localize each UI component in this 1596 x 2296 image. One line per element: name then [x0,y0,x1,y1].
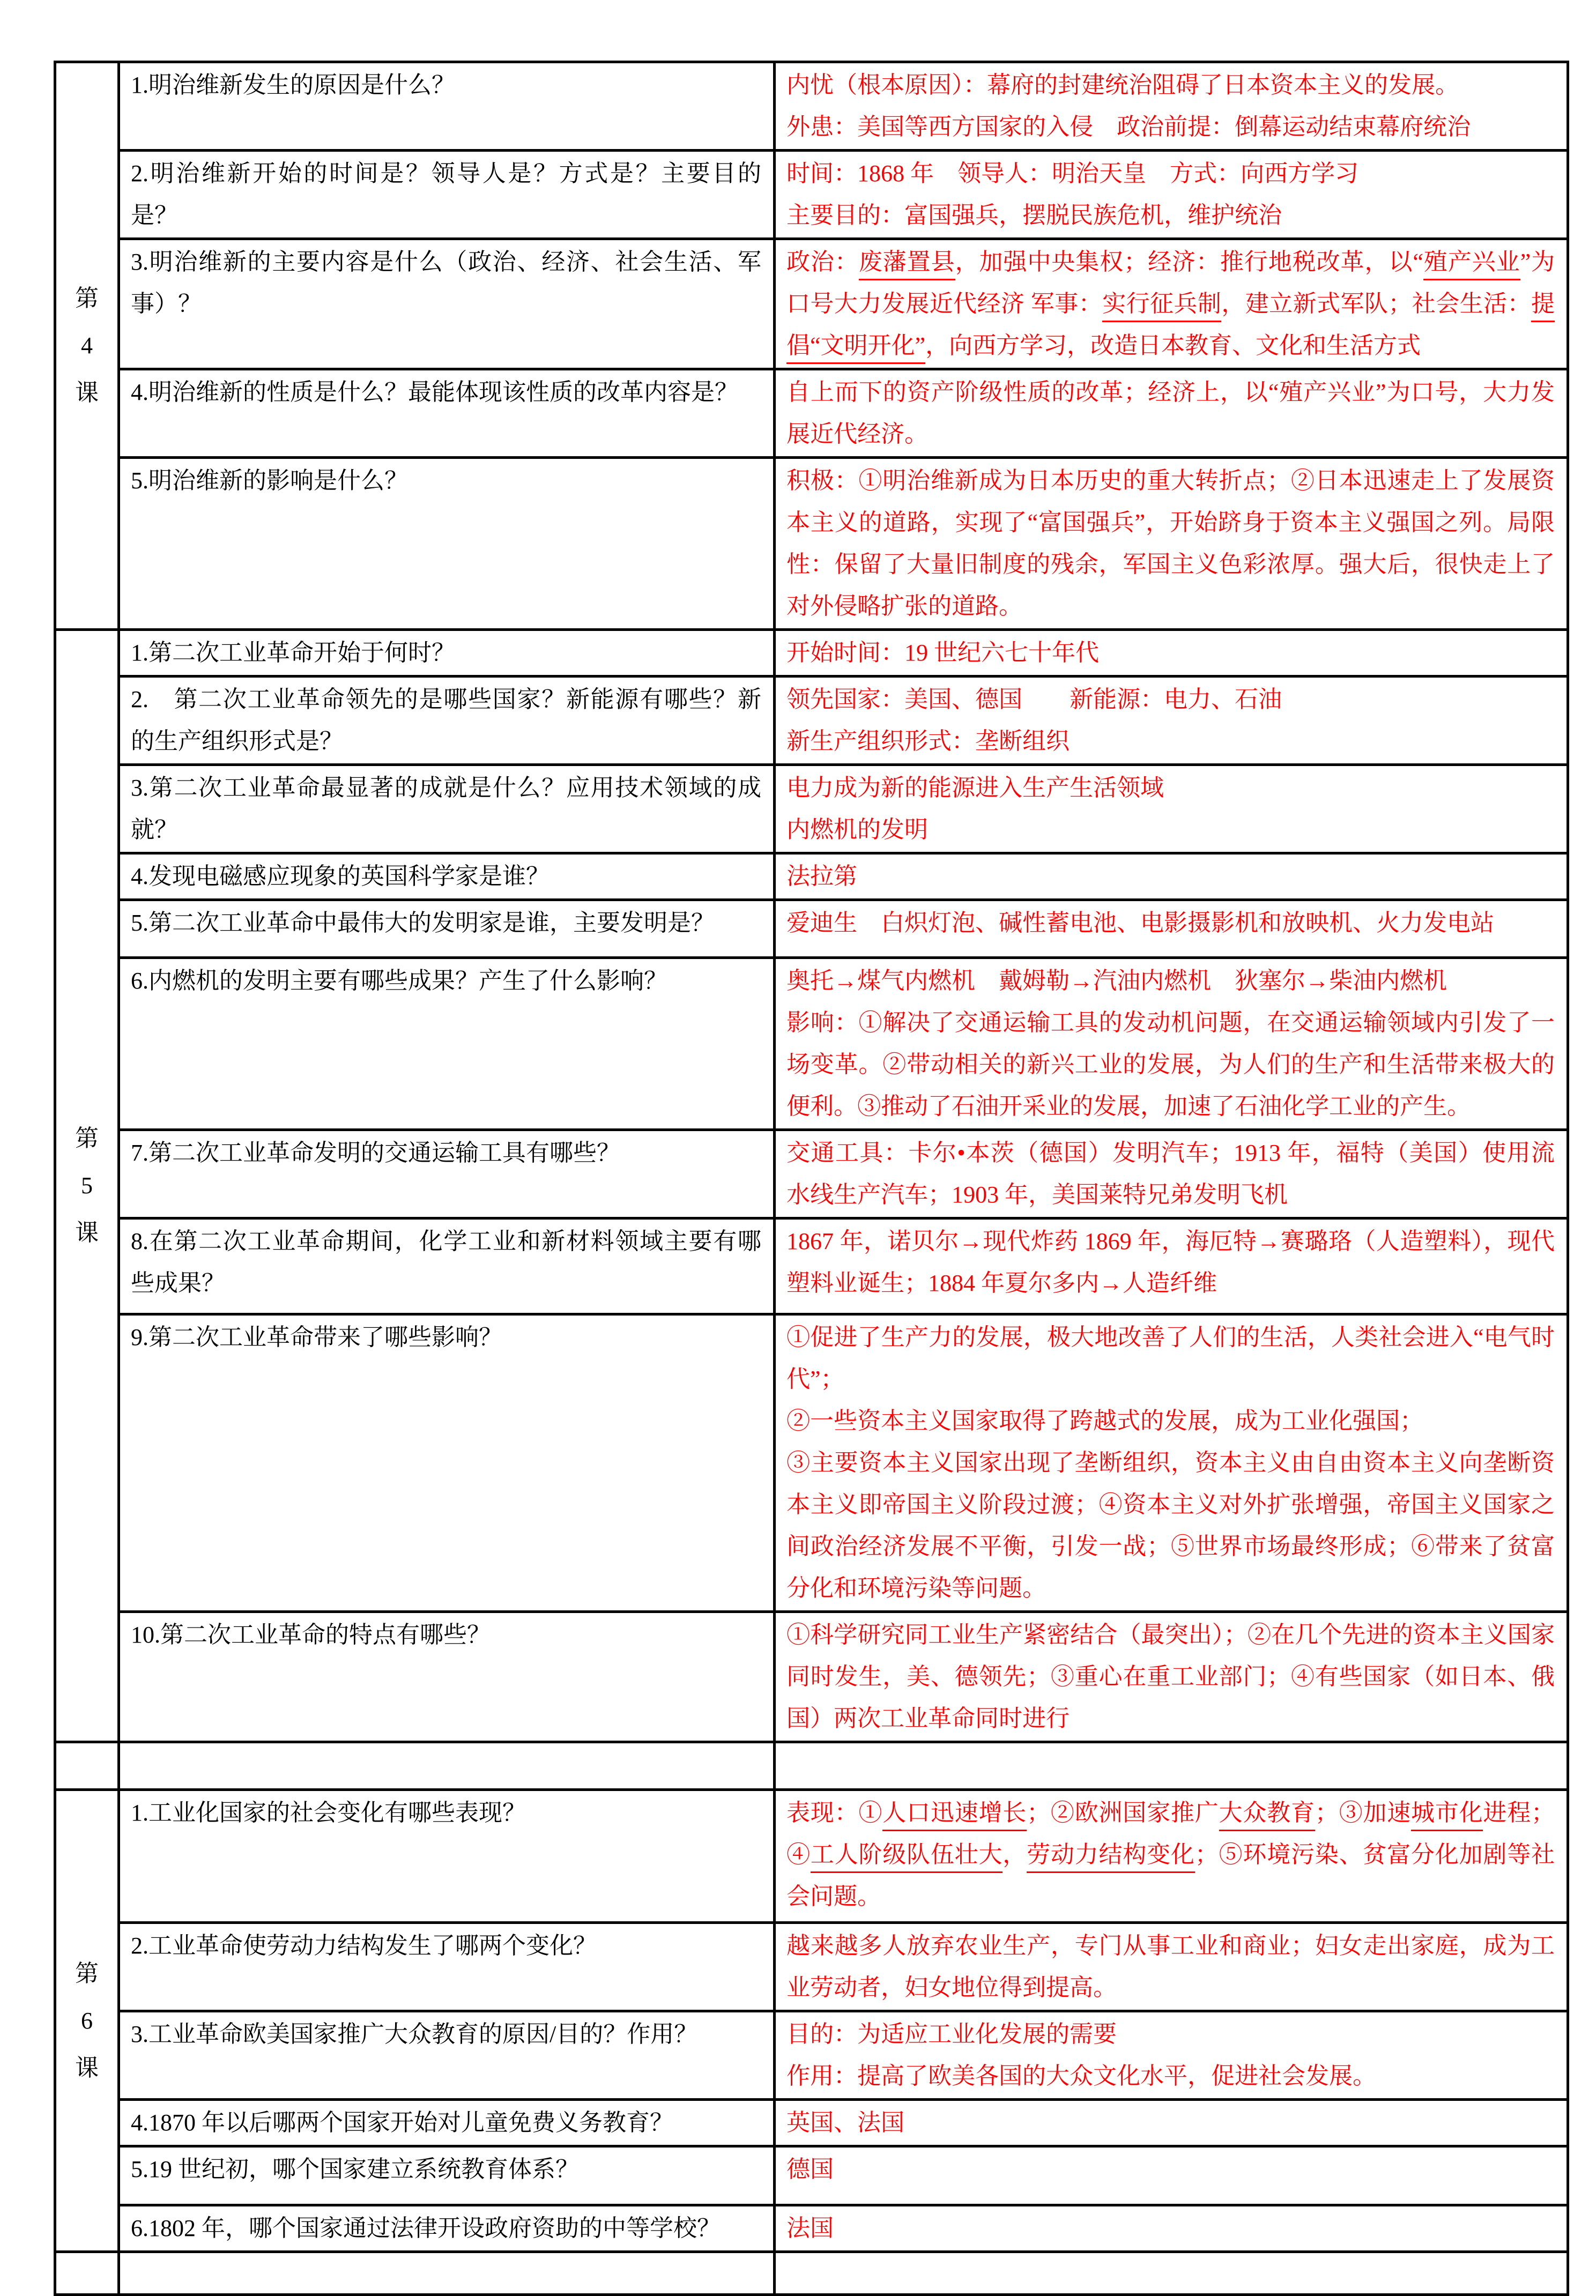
answer-cell [775,900,1568,958]
qa-row [55,1130,1568,1218]
qa-row [55,2146,1568,2205]
question-text [131,2102,761,2144]
text-segment: 1.明治维新发生的原因是什么？ [131,72,455,98]
text-segment: 政治： [786,249,859,275]
answer-cell [775,2205,1568,2252]
text-segment: 法国 [786,2215,834,2241]
lesson-label [55,62,119,630]
text-segment: 积极：①明治维新成为日本历史的重大转折点；②日本迅速走上了发展资本主义的道路，实现了“富国强兵”，开始跻身于资本主义强国之列。局限性：保留了大量旧制度的残余，军国主义色彩浓厚。强大后，很快走上了对外侵略扩张的道路。 [786,467,1555,619]
question-cell [119,900,775,958]
qa-row [55,62,1568,151]
question-cell [119,1923,775,2011]
question-cell [119,151,775,239]
text-segment: ①科学研究同工业生产紧密结合（最突出）；②在几个先进的资本主义国家同时发生，美、德领先；③重心在重工业部门；④有些国家（如日本、俄国）两次工业革命同时进行 [786,1622,1555,1732]
answer-cell [775,369,1568,458]
empty-lesson-cell [55,1742,119,1790]
text-segment: 3.第二次工业革命最显著的成就是什么？应用技术领域的成就？ [131,775,761,843]
answer-paragraph [786,241,1555,367]
answer-paragraph [786,960,1555,1002]
answer-paragraph [786,2013,1555,2055]
text-segment: ；②欧洲国家推广 [1027,1800,1219,1826]
question-cell [119,62,775,151]
qa-row [55,2100,1568,2146]
question-text [131,241,761,325]
question-cell [119,1790,775,1923]
lesson-label-char: 课 [75,2054,99,2081]
question-text [131,1132,761,1174]
text-segment: 3.明治维新的主要内容是什么（政治、经济、社会生活、军事）？ [131,249,761,317]
question-cell [119,1218,775,1314]
qa-row [55,1790,1568,1923]
text-segment: 5.19 世纪初，哪个国家建立系统教育体系？ [131,2156,579,2182]
question-cell [119,1314,775,1612]
question-text [131,1925,761,1967]
question-text [131,64,761,106]
question-cell [119,369,775,458]
lesson-label-char: 6 [81,2007,93,2034]
text-segment: 奥托→煤气内燃机 戴姆勒→汽油内燃机 狄塞尔→柴油内燃机 [786,968,1447,994]
qa-row [55,958,1568,1130]
qa-row [55,458,1568,630]
text-segment: 8.在第二次工业革命期间，化学工业和新材料领域主要有哪些成果？ [131,1228,761,1296]
text-segment: ①促进了生产力的发展，极大地改善了人们的生活，人类社会进入“电气时代”； [786,1324,1555,1392]
text-segment: ；③加速 [1315,1800,1411,1826]
question-cell [119,1742,775,1790]
question-text [131,1317,761,1358]
qa-row [55,369,1568,458]
answer-paragraph [786,371,1555,455]
question-text [131,960,761,1002]
answer-paragraph [786,1442,1555,1609]
text-segment: 自上而下的资产阶级性质的改革；经济上，以“殖产兴业”为口号，大力发展近代经济。 [786,379,1555,447]
text-segment: ②一些资本主义国家取得了跨越式的发展，成为工业化强国； [786,1408,1423,1434]
answer-paragraph [786,856,1555,897]
text-segment: 越来越多人放弃农业生产，专门从事工业和商业；妇女走出家庭，成为工业劳动者，妇女地位得到提高。 [786,1933,1555,2001]
text-segment: 10.第二次工业革命的特点有哪些？ [131,1622,491,1648]
text-segment: 6.内燃机的发明主要有哪些成果？产生了什么影响？ [131,968,667,994]
answer-paragraph [786,902,1555,944]
answer-cell [775,853,1568,900]
question-cell [119,1612,775,1742]
qa-row [55,630,1568,677]
qa-row [55,1923,1568,2011]
answer-paragraph [786,1925,1555,2009]
lesson-label-char: 课 [75,380,99,406]
answer-paragraph [786,153,1555,195]
answer-paragraph [786,2102,1555,2144]
text-segment: 内燃机的发明 [786,816,928,843]
answer-cell [775,1130,1568,1218]
text-segment: 时间：1868 年 领导人：明治天皇 方式：向西方学习 [786,160,1359,187]
text-segment: 2. 第二次工业革命领先的是哪些国家？新能源有哪些？新的生产组织形式是？ [131,686,761,754]
lesson-label-char: 课 [75,1220,99,1246]
answer-cell [775,1314,1568,1612]
answer-paragraph [786,809,1555,851]
lesson-label-char: 第 [75,1960,99,1987]
underlined-text: 提倡“文明开化” [786,291,1555,364]
text-segment: 1.工业化国家的社会变化有哪些表现？ [131,1800,526,1826]
qa-row [55,239,1568,369]
text-segment: 5.明治维新的影响是什么？ [131,467,408,494]
qa-row [55,2205,1568,2252]
text-segment: 1.第二次工业革命开始于何时？ [131,640,455,666]
answer-paragraph [786,460,1555,627]
text-segment: 新生产组织形式：垄断组织 [786,728,1070,754]
lesson-label [55,630,119,1742]
qa-row [55,1218,1568,1314]
qa-row [55,677,1568,765]
text-segment: 5.第二次工业革命中最伟大的发明家是谁，主要发明是？ [131,910,715,936]
text-segment: 4.发现电磁感应现象的英国科学家是谁？ [131,863,550,889]
answer-cell [775,1612,1568,1742]
text-segment: ， [1003,1841,1027,1868]
answer-cell [775,2252,1568,2295]
question-text [131,153,761,236]
question-text [131,632,761,674]
text-segment: 进程；④ [786,1800,1555,1868]
text-segment: 4.明治维新的性质是什么？最能体现该性质的改革内容是？ [131,379,738,405]
question-cell [119,853,775,900]
question-text [131,2013,761,2055]
underlined-text: 劳动力结构变化 [1027,1841,1195,1873]
text-segment: 开始时间：19 世纪六七十年代 [786,640,1099,666]
study-table-body [55,62,1568,2295]
text-segment: 内忧（根本原因）：幕府的封建统治阻碍了日本资本主义的发展。 [786,72,1459,98]
question-text [131,1614,761,1656]
underlined-text: 人口迅速增长 [882,1800,1027,1831]
spacer-row [55,1742,1568,1790]
question-cell [119,239,775,369]
answer-cell [775,1218,1568,1314]
answer-cell [775,630,1568,677]
answer-paragraph [786,1002,1555,1127]
answer-paragraph [786,1317,1555,1400]
qa-row [55,900,1568,958]
answer-cell [775,2146,1568,2205]
lesson-label [55,1790,119,2252]
text-segment: 3.工业革命欧美国家推广大众教育的原因/目的？作用？ [131,2021,698,2047]
answer-cell [775,1742,1568,1790]
text-segment: 目的：为适应工业化发展的需要 [786,2021,1117,2047]
answer-paragraph [786,1221,1555,1304]
text-segment: ，向西方学习，改造日本教育、文化和生活方式 [925,332,1421,359]
answer-paragraph [786,2055,1555,2097]
answer-paragraph [786,632,1555,674]
answer-paragraph [786,1400,1555,1442]
text-segment: 7.第二次工业革命发明的交通运输工具有哪些？ [131,1140,620,1166]
answer-cell [775,677,1568,765]
text-segment: 表现：① [786,1800,883,1826]
lesson-label-char: 第 [75,285,99,311]
text-segment: 9.第二次工业革命带来了哪些影响？ [131,1324,502,1350]
qa-row [55,1612,1568,1742]
answer-cell [775,239,1568,369]
text-segment: 领先国家：美国、德国 新能源：电力、石油 [786,686,1282,712]
question-text [131,2149,761,2190]
text-segment: 外患：美国等西方国家的入侵 政治前提：倒幕运动结束幕府统治 [786,114,1471,140]
answer-paragraph [786,2208,1555,2249]
answer-paragraph [786,106,1555,148]
answer-paragraph [786,720,1555,762]
underlined-text: 实行征兵制 [1102,291,1221,322]
lesson-label-char: 第 [75,1125,99,1151]
question-cell [119,677,775,765]
text-segment: ”为口号大力发展近代经济 军事： [786,249,1555,317]
question-cell [119,765,775,853]
answer-cell [775,151,1568,239]
underlined-text: 工人阶级队伍壮大 [811,1841,1003,1873]
answer-paragraph [786,1614,1555,1740]
text-segment: 6.1802 年，哪个国家通过法律开设政府资助的中等学校？ [131,2215,721,2241]
text-segment: 4.1870 年以后哪两个国家开始对儿童免费义务教育？ [131,2109,673,2136]
underlined-text: 废藩置县 [859,249,955,280]
answer-cell [775,958,1568,1130]
text-segment: 2.明治维新开始的时间是？领导人是？方式是？主要目的是？ [131,160,761,228]
answer-paragraph [786,195,1555,236]
spacer-row [55,2252,1568,2295]
answer-paragraph [786,64,1555,106]
question-text [131,1792,761,1834]
lesson-label-char: 4 [81,332,93,359]
question-text [131,679,761,762]
text-segment: 爱迪生 白炽灯泡、碱性蓄电池、电影摄影机和放映机、火力发电站 [786,910,1494,936]
text-segment: 作用：提高了欧美各国的大众文化水平，促进社会发展。 [786,2063,1376,2089]
text-segment: 1867 年，诺贝尔→现代炸药 1869 年，海厄特→赛璐珞（人造塑料），现代塑料业诞生；1884 年夏尔多内→人造纤维 [786,1228,1555,1296]
answer-paragraph [786,1792,1555,1918]
text-segment: 德国 [786,2156,834,2182]
answer-paragraph [786,1132,1555,1216]
question-cell [119,958,775,1130]
question-text [131,856,761,897]
question-cell [119,630,775,677]
qa-row [55,151,1568,239]
question-text [131,2208,761,2249]
empty-lesson-cell [55,2252,119,2295]
text-segment: 电力成为新的能源进入生产生活领域 [786,775,1164,801]
qa-row [55,1314,1568,1612]
qa-row [55,853,1568,900]
question-text [131,371,761,413]
question-cell [119,2100,775,2146]
answer-paragraph [786,767,1555,809]
text-segment: 法拉第 [786,863,857,889]
underlined-text: 殖产兴业 [1423,249,1520,280]
underlined-text: 大众教育 [1219,1800,1315,1831]
text-segment: 2.工业革命使劳动力结构发生了哪两个变化？ [131,1933,597,1959]
text-segment: ，建立新式军队；社会生活： [1221,291,1531,317]
question-cell [119,458,775,630]
qa-row [55,765,1568,853]
question-text [131,767,761,851]
underlined-text: 城市化 [1411,1800,1483,1831]
answer-cell [775,2100,1568,2146]
text-segment: 交通工具：卡尔•本茨（德国）发明汽车；1913 年，福特（美国）使用流水线生产汽车；1903 年，美国莱特兄弟发明飞机 [786,1140,1555,1208]
text-segment: 英国、法国 [786,2109,904,2136]
text-segment: 影响：①解决了交通运输工具的发动机问题，在交通运输领域内引发了一场变革。②带动相关的新兴工业的发展，为人们的生产和生活带来极大的便利。③推动了石油开采业的发展，加速了石油化学工业的产生。 [786,1009,1555,1119]
text-segment: ，加强中央集权；经济：推行地税改革，以“ [955,249,1423,275]
text-segment: 主要目的：富国强兵，摆脱民族危机，维护统治 [786,202,1282,228]
question-cell [119,1130,775,1218]
question-cell [119,2011,775,2100]
question-cell [119,2146,775,2205]
question-text [131,460,761,502]
text-segment: ；⑤环境污染、贫富分化加剧等社会问题。 [786,1841,1555,1909]
lesson-label-char: 5 [81,1172,93,1199]
answer-paragraph [786,2149,1555,2190]
study-guide-table [54,61,1569,2296]
question-cell [119,2252,775,2295]
question-text [131,902,761,944]
answer-paragraph [786,679,1555,720]
question-cell [119,2205,775,2252]
answer-cell [775,765,1568,853]
question-text [131,1221,761,1304]
answer-cell [775,1790,1568,1923]
qa-row [55,2011,1568,2100]
text-segment: ③主要资本主义国家出现了垄断组织，资本主义由自由资本主义向垄断资本主义即帝国主义阶段过渡；④资本主义对外扩张增强，帝国主义国家之间政治经济发展不平衡，引发一战；⑤世界市场最终形成；⑥带来了贫富分化和环境污染等问题。 [786,1450,1555,1601]
answer-cell [775,458,1568,630]
answer-cell [775,1923,1568,2011]
answer-cell [775,62,1568,151]
answer-cell [775,2011,1568,2100]
